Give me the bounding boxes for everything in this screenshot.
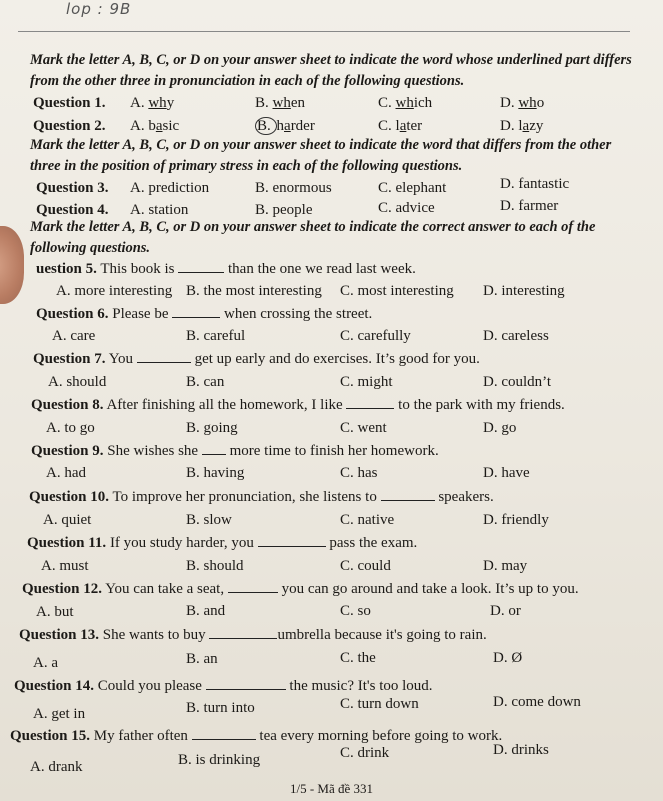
q6-option-a: A. care <box>52 328 96 344</box>
q5-option-b: B. the most interesting <box>186 283 322 299</box>
q2-option-c: C. later <box>378 118 423 134</box>
q10-option-b: B. slow <box>186 512 232 528</box>
q1-option-c: C. which <box>378 95 433 111</box>
q9-option-d: D. have <box>483 465 530 481</box>
q8-option-b: B. going <box>186 420 238 436</box>
q3-option-a: A. prediction <box>130 180 210 196</box>
q7-stem: Question 7. You get up early and do exercises. It’s good for you. <box>33 351 480 367</box>
q5-option-c: C. most interesting <box>340 283 454 299</box>
q13-option-a: A. a <box>33 655 58 671</box>
q4-option-c: C. advice <box>378 200 435 216</box>
correct-answer-instructions: Mark the letter A, B, C, or D on your answer sheet to indicate the correct answer to each of the following questions. <box>30 219 596 256</box>
q12-option-c: C. so <box>340 603 371 619</box>
q11-option-c: C. could <box>340 558 391 574</box>
q9-stem: Question 9. She wishes she more time to finish her homework. <box>31 443 439 459</box>
q10-option-d: D. friendly <box>483 512 549 528</box>
q1-option-a: A. why <box>130 95 175 111</box>
q11-stem: Question 11. If you study harder, you pass the exam. <box>27 535 418 551</box>
q13-stem: Question 13. She wants to buy umbrella because it's going to rain. <box>19 627 487 643</box>
q11-option-a: A. must <box>41 558 89 574</box>
q4-option-d: D. farmer <box>500 198 559 214</box>
q8-option-a: A. to go <box>46 420 95 436</box>
q10-option-c: C. native <box>340 512 395 528</box>
q12-stem: Question 12. You can take a seat, you can go around and take a look. It’s up to you. <box>22 581 579 597</box>
q1-label: Question 1. <box>33 95 106 111</box>
q9-option-b: B. having <box>186 465 245 481</box>
q3-label: Question 3. <box>36 180 109 196</box>
q8-stem: Question 8. After finishing all the homework, I like to the park with my friends. <box>31 397 565 413</box>
q4-label: Question 4. <box>36 202 109 218</box>
q5-stem: uestion 5. This book is than the one we read last week. <box>36 261 416 277</box>
q3-option-c: C. elephant <box>378 180 447 196</box>
q9-option-c: C. has <box>340 465 378 481</box>
q6-option-c: C. carefully <box>340 328 411 344</box>
q15-option-b: B. is drinking <box>178 752 261 768</box>
q12-option-b: B. and <box>186 603 226 619</box>
q7-option-a: A. should <box>48 374 107 390</box>
header-divider <box>18 31 630 32</box>
q6-stem: Question 6. Please be when crossing the street. <box>36 306 373 322</box>
q14-option-b: B. turn into <box>186 700 255 716</box>
q13-option-b: B. an <box>186 651 218 667</box>
q3-option-d: D. fantastic <box>500 176 570 192</box>
handwritten-class-note: lop : 9B <box>66 0 132 18</box>
q5-option-d: D. interesting <box>483 283 565 299</box>
q15-option-a: A. drank <box>30 759 83 775</box>
q2-option-d: D. lazy <box>500 118 544 134</box>
stress-instructions: Mark the letter A, B, C, or D on your answer sheet to indicate the word that differs from the other three in the position of primary stress in each of the following questions. <box>30 137 612 174</box>
q10-option-a: A. quiet <box>43 512 92 528</box>
q7-option-c: C. might <box>340 374 393 390</box>
q3-option-b: B. enormous <box>255 180 332 196</box>
q6-option-d: D. careless <box>483 328 549 344</box>
q1-option-b: B. when <box>255 95 306 111</box>
q4-option-b: B. people <box>255 202 313 218</box>
thumb-overlay <box>0 226 24 304</box>
q1-option-d: D. who <box>500 95 545 111</box>
q8-option-d: D. go <box>483 420 517 436</box>
q2-option-b: B. harder <box>257 118 315 134</box>
q7-option-b: B. can <box>186 374 225 390</box>
q13-option-d: D. Ø <box>493 650 523 666</box>
q15-option-d: D. drinks <box>493 742 549 758</box>
q5-option-a: A. more interesting <box>56 283 173 299</box>
q8-option-c: C. went <box>340 420 387 436</box>
q14-option-d: D. come down <box>493 694 581 710</box>
q4-option-a: A. station <box>130 202 189 218</box>
q2-label: Question 2. <box>33 118 106 134</box>
q15-option-c: C. drink <box>340 745 390 761</box>
pronunciation-instructions: Mark the letter A, B, C, or D on your answer sheet to indicate the word whose underlined part differs from the other three in pronunciation in each of the following questions. <box>30 52 632 89</box>
q9-option-a: A. had <box>46 465 86 481</box>
q14-stem: Question 14. Could you please the music? It's too loud. <box>14 678 433 694</box>
q10-stem: Question 10. To improve her pronunciation, she listens to speakers. <box>29 489 494 505</box>
q15-stem: Question 15. My father often tea every morning before going to work. <box>10 728 503 744</box>
q14-option-c: C. turn down <box>340 696 419 712</box>
q14-option-a: A. get in <box>33 706 86 722</box>
q11-option-b: B. should <box>186 558 244 574</box>
q12-option-d: D. or <box>490 603 521 619</box>
q12-option-a: A. but <box>36 604 74 620</box>
q2-option-a: A. basic <box>130 118 180 134</box>
q11-option-d: D. may <box>483 558 528 574</box>
q7-option-d: D. couldn’t <box>483 374 552 390</box>
q13-option-c: C. the <box>340 650 376 666</box>
q6-option-b: B. careful <box>186 328 246 344</box>
page-footer: 1/5 - Mã đề 331 <box>289 781 374 796</box>
